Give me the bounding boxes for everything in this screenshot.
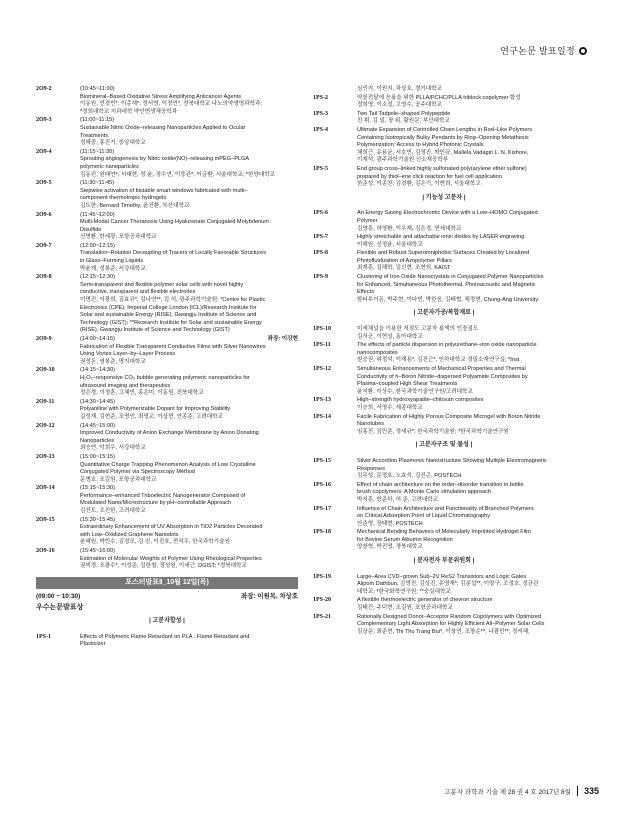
entry-line: 최재훈, 김해학, 김신현, 조현희, KAIST (357, 265, 451, 272)
entry-body (357, 326, 575, 341)
entry-line: for Enhanced, Simultaneous Photothermal, Photoacoustic and Magnetic (357, 281, 536, 288)
entry-line: 약물전달에 응용을 위한 PLLA/PCHC/PLLA triblock copolymer 합성 (357, 94, 521, 101)
entry-line: Stepwise activation of bistable smart windows fabricated with multi– (80, 187, 248, 194)
entry-body (80, 243, 298, 273)
entry-code: 2O9-2 (36, 86, 52, 92)
section-functional-polymers: | 기능성 고분자 | (422, 194, 466, 201)
entry-body (357, 506, 575, 529)
entry-line: for Bovine Serum Albumin Recognition (357, 536, 453, 543)
entry-body (357, 127, 575, 165)
program-entry (36, 485, 298, 515)
entry-line: 함티투이돈, 박주현, 이다빈, 박한음, 김태협, 채정현, Chung-Ang University (357, 296, 539, 303)
program-entry (313, 326, 575, 341)
entry-line: Modulated Nano/Microstructure by pH–controllable Approach (80, 500, 232, 507)
entry-body (357, 574, 575, 597)
entry-line: Complementary Light Absorption for Highly Efficient All–Polymer Solar Cells (357, 621, 545, 628)
entry-body (80, 399, 298, 422)
program-entry (36, 454, 298, 484)
entry-line: (11:45~12:00) (80, 211, 115, 218)
program-entry (313, 506, 575, 529)
entry-code: 1PS-1 (36, 633, 51, 640)
entry-body (357, 414, 575, 437)
entry-time: (14:00~14:15) (80, 336, 115, 342)
page-header (500, 44, 587, 57)
page-footer (444, 786, 599, 796)
entry-line: 진 휘, 김 일, 장 위, 황원문, 부산대학교 (357, 118, 450, 125)
entry-line: Clustering of Iron Oxide Nanocrystals in Conjugated Polymer Nanoparticles (357, 274, 544, 281)
entry-code: 1PS-8 (313, 250, 328, 257)
program-entry (313, 414, 575, 437)
entry-line: Large–Area CVD–grown Sub–2V ReS2 Transistors and Logic Gates (357, 573, 527, 580)
program-entry (313, 597, 575, 612)
entry-line: 정은경, 이정훈, 고혜빈, 홍은미, 이동원, 전북대학교 (80, 390, 204, 397)
entry-line: 김상운, 최준현, Thi Thu Trang Bui*, 이창연, 조창순**, 나광민**, 정지혜, (357, 628, 530, 635)
entry-line: 이명진, 이광희, 김효규*, 김나연**, 김 석, 광주과학기술원; *Centre for Plastic (80, 297, 266, 304)
right-entry-list-c (313, 326, 575, 436)
entry-line: Polymerization: Access to Hybrid Photonic Crystals (357, 142, 484, 149)
entry-code: 1PS-17 (313, 505, 331, 512)
program-entry (313, 366, 575, 396)
entry-code: 2O9-12 (36, 422, 55, 429)
entry-line: Disulfide (80, 226, 102, 233)
entry-line: 이동원, 민경빈*, 이총재*, 정서영, 이정민*, 전북대학교 나노의약생명과학과; (80, 101, 262, 108)
program-entry (36, 517, 298, 547)
entry-line: Influence of Chain Architecture and Functionality of Branched Polymers (357, 505, 534, 512)
entry-line: Using Vortex Layer–by–Layer Process (80, 351, 176, 358)
entry-line: (RISE), Gwangju Institute of Science and Technology (GIST) (80, 327, 230, 334)
entry-line: Flexible and Robust Superomniphobic Surfaces Created by Localized (357, 250, 530, 257)
entry-line: 채희근, 유용균, 서호빈, 김정진, 박민규, Mallela Vadagiri L. N, Kishore, (357, 149, 529, 156)
entry-line: on Critical Adsorption Point of Liquid Chromatography (357, 513, 491, 520)
entry-line: 양찬혁, 박진영, 경북대학교 (357, 544, 423, 551)
entry-body (357, 597, 575, 612)
entry-body (80, 117, 298, 147)
entry-body (80, 86, 298, 116)
entry-line: Sprouting angiogenesis by Nitric oxide(NO)–releasing mPEG–PLGA (80, 156, 250, 163)
entry-line: 윤혜원, 박민수, 김정모, 김 진, 이진호, 전석우, 한국과학기술원 (80, 539, 230, 546)
entry-code: 1PS-4 (313, 126, 328, 133)
circle-bullet-icon (579, 47, 587, 55)
section-structure-properties: | 고분자구조 및 물성 | (415, 442, 473, 449)
poster-session-time: (09:00 ~ 10:30) (36, 592, 81, 600)
entry-code: 2O9-6 (36, 211, 52, 218)
entry-code: 2O9-13 (36, 453, 55, 460)
entry-line: (15:00~15:15) (80, 453, 115, 460)
entry-line: 김동진, 원태연*, 서대현, 정 윤, 정수연, 이중관*, 이금환, 서울대학교; *한양대학교 (80, 171, 276, 178)
entry-line: polymeric nanoparticles (80, 163, 139, 170)
entry-body (357, 210, 575, 233)
entry-body (80, 423, 298, 453)
award-heading: 우수논문발표상 (36, 604, 84, 612)
left-column (36, 86, 298, 650)
entry-line: Translation–Rotation Decoupling of Tracers of Locally Favorable Structures (80, 250, 267, 257)
left-poster-list (36, 634, 298, 649)
entry-line: Nanotubes (357, 421, 385, 428)
section-processing-composites: | 고분자가공/복합재료 | (413, 310, 475, 317)
entry-line: (15:15~15:30) (80, 485, 115, 492)
entry-line: Fabrication of Flexible Transparent Conductive Films with Silver Nanowires (80, 343, 266, 350)
entry-body (80, 485, 298, 515)
program-entry (36, 212, 298, 242)
program-entry (313, 397, 575, 412)
entry-line: Polymer (357, 217, 378, 224)
program-entry (36, 336, 298, 366)
entry-line: Rationally Designed Donor–Acceptor Random Copolymers with Optimized (357, 613, 542, 620)
poster-session-banner: 포스터발표Ⅱ_10월 12일(목) (36, 577, 298, 589)
section-molecular-electronics: | 분자전자 부문위원회 | (413, 558, 475, 565)
entry-code: 1PS-19 (313, 573, 331, 580)
entry-line: (10:45~11:00) (80, 86, 115, 92)
entry-body (357, 111, 575, 126)
program-entry (36, 149, 298, 179)
entry-line: 김성재, 김현준, 조명인, 최영교, 이상현, 안종준, 고려대학교 (80, 413, 223, 420)
entry-body (80, 149, 298, 179)
entry-line: Plasticizer (80, 641, 106, 648)
entry-body (357, 482, 575, 505)
journal-info: 고분자 과학과 기술 제 28 권 4 호 2017년 8월 (444, 788, 571, 796)
entry-line: (11:15~11:30) (80, 148, 115, 155)
entry-line: Treatments (80, 132, 109, 139)
program-entry (313, 458, 575, 481)
entry-body (357, 529, 575, 552)
entry-code: 1PS-7 (313, 234, 328, 241)
program-entry (36, 423, 298, 453)
entry-line: (11:30~11:45) (80, 180, 115, 187)
entry-line: Effect of chain architecture on the order–disorder transition in bottle (357, 481, 524, 488)
entry-body (357, 366, 575, 396)
entry-line: Mechanical Bending Behaviors of Molecularly Imprinted Hydrogel Film (357, 529, 531, 536)
entry-body (357, 397, 575, 412)
program-entry (313, 529, 575, 552)
entry-line: 임홍진, 김민준, 정세규*, 한국과학기술원; *한국과학기술연구원 (357, 428, 509, 435)
left-entry-list (36, 86, 298, 571)
entry-code: 1PS-12 (313, 366, 331, 372)
entry-body (357, 614, 575, 637)
footer-divider (577, 786, 578, 796)
entry-line: 정희영, 이소정, 고영수, 공주대학교 (357, 102, 442, 109)
poster-session-chair: 좌장: 이원목, 차상호 (241, 592, 298, 600)
entry-line: Ultimate Expansion of Controlled Chain Lengths in Rod–Like Polymers (357, 126, 533, 133)
entry-line: 대학교; *한국화학연구원; **숭실대학교 (357, 588, 451, 595)
entry-line: Responses (357, 465, 385, 472)
program-entry (313, 482, 575, 505)
entry-line: 김무성, 문정호, 노효석, 김진곤, POSTECH (357, 473, 462, 480)
entry-line: Effects (357, 289, 374, 296)
continuation-entry (313, 86, 575, 94)
entry-line: Silver Accordion Plasmonic Nanostructure Showing Multiple Electromagnetic (357, 457, 547, 464)
entry-line: Biomineral–Based Oxidative Stress Amplifying Anticancer Agents (80, 93, 242, 100)
entry-line: with Low–Oxidized Graphene Nanodots (80, 531, 179, 538)
entry-body (80, 180, 298, 210)
entry-line: 신명환, 한세광, 포항공과대학교 (80, 234, 157, 241)
program-entry (313, 127, 575, 165)
entry-line: component thermotropic hydrogels (80, 195, 167, 202)
entry-body (80, 517, 298, 547)
entry-line: ultrasound imaging and therapeutics (80, 382, 171, 389)
entry-line: Alipom Dathbun, 김영진, 김성진, 유영재*, 김분섭**, 이창구, 조정호, 성균관 (357, 581, 539, 588)
entry-line: Photofluidization of Azopolymer Pillars (357, 257, 452, 264)
entry-line: 김도한, Bernard Timothy, 윤진환, 부산대학교 (80, 202, 190, 209)
entry-code: 1PS-9 (313, 274, 328, 281)
entry-line: (15:45~16:00) (80, 548, 115, 555)
entry-line: Multi-Modal Cancer Theranosis Using Hyaluronate Conjugated Molybdenum (80, 219, 269, 226)
entry-code: 2O9-11 (36, 398, 55, 405)
entry-line: 이승희, 서영수, 세종대학교 (357, 404, 423, 411)
program-entry (36, 180, 298, 210)
entry-body (80, 367, 298, 397)
entry-code: 2O9-7 (36, 242, 52, 249)
entry-code: 1PS-2 (313, 94, 328, 101)
entry-line: The effects of particle dispersion in polyurethane–iron oxide nanoparticle (357, 342, 537, 349)
entry-code: 1PS-11 (313, 342, 331, 349)
entry-line: 김진도, 조진한, 고려대학교 (80, 508, 146, 515)
right-entry-list-a (313, 95, 575, 189)
entry-line: Sustainable Nitric Oxide–releasing Nanoparticles Applied to Ocular (80, 124, 246, 131)
entry-code: 2O9-14 (36, 485, 55, 492)
entry-line: (15:30~15:45) (80, 516, 115, 523)
entry-code: 2O9-8 (36, 274, 52, 281)
entry-line: H₂O₂–responsive CO₂ bubble generating polymeric nanoparticles for (80, 374, 250, 381)
program-entry (36, 86, 298, 116)
entry-line: 문병호, 조길원, 포항공과대학교 (80, 476, 157, 483)
entry-body (80, 634, 298, 649)
entry-line: 김영훈, 허영환, 이우재, 김은경, 연세대학교 (357, 225, 462, 232)
entry-line: 이해원, 선정윤, 서울대학교 (357, 241, 423, 248)
page-number: 335 (583, 786, 599, 796)
entry-line: 이재석, 광주과학기술원 신소재공학부 (357, 157, 449, 164)
entry-code: 1PS-20 (313, 597, 331, 604)
right-column (313, 86, 575, 637)
entry-code: 1PS-13 (313, 397, 331, 404)
program-entry (36, 634, 298, 649)
entry-body (357, 166, 575, 189)
entry-line: *경희대학교 지과대학 약안면생체공학과 (80, 108, 178, 115)
entry-code: 1PS-21 (313, 613, 331, 620)
entry-line: 최승연, 이희우, 서강대학교 (80, 445, 146, 452)
entry-line: Highly stretchable and attachable ionic diodes by LASER engraving (357, 234, 525, 241)
entry-body (80, 274, 298, 335)
entry-line: Simultaneous Enhancements of Mechanical Properties and Thermal (357, 366, 526, 372)
entry-line: 권정돈, 염봉준, 명지대학교 (80, 358, 146, 365)
right-entry-list-b (313, 210, 575, 304)
entry-line: (11:00~11:15) (80, 117, 115, 124)
entry-code: 1PS-5 (313, 165, 328, 172)
entry-line: 김태건, 주덕현, 조길원, 포항공과대학교 (357, 605, 453, 612)
entry-code: 1PS-3 (313, 110, 328, 117)
entry-body (80, 454, 298, 484)
continuation-line: 심인지, 이원지, 차상호, 경기대학교 (357, 86, 442, 92)
entry-line: 안준영, 장태현, POSTECH (357, 520, 423, 527)
entry-line: Estimation of Molecular Weights of Polymer Using Rheological Properties (80, 555, 262, 562)
program-entry (36, 274, 298, 335)
entry-body (357, 234, 575, 249)
entry-line: Nanoparticles (80, 437, 115, 444)
entry-code: 2O9-16 (36, 548, 55, 555)
entry-code: 1PS-10 (313, 326, 331, 333)
entry-time-with-chair (80, 336, 298, 344)
program-entry (313, 210, 575, 233)
entry-line: Improved Conductivity of Anion Exchange Membrane by Anion Donating (80, 430, 259, 437)
entry-line: (14:45~15:00) (80, 422, 115, 429)
entry-code: 1PS-15 (313, 457, 331, 464)
program-entry (36, 367, 298, 397)
entry-line: (14:15~14:30) (80, 367, 115, 374)
program-entry (313, 166, 575, 189)
program-entry (313, 614, 575, 637)
entry-line: Polyaniline with Polymerizable Dopant for Improving Stability (80, 406, 231, 413)
entry-line: Conjugated Polymer via Spectroscopy Method (80, 469, 196, 476)
program-entry (313, 274, 575, 304)
program-entry (313, 574, 575, 597)
entry-line: 원승권, 위정석, 이재용*, 김진근*, 인하대학교 정밀소재연구실; *Inst (357, 357, 520, 364)
entry-code: 1PS-16 (313, 481, 331, 488)
program-entry (313, 234, 575, 249)
entry-line: in Glass–Forming Liquids (80, 258, 144, 265)
entry-body (80, 548, 298, 571)
entry-line: conductive, transparent and flexible electrodes (80, 289, 196, 296)
entry-line: brush copolymers: A Monte Carlo simulation approach (357, 489, 492, 496)
program-entry (36, 117, 298, 147)
entry-body (357, 274, 575, 304)
entry-body (80, 212, 298, 242)
entry-body (357, 95, 575, 110)
program-entry (313, 250, 575, 273)
entry-body (357, 458, 575, 481)
category-polymer-synthesis: | 고분자합성 | (149, 618, 185, 624)
program-entry (313, 111, 575, 126)
entry-line: Quantitative Charge Trapping Phenomenon Analysis of Low Crystalline (80, 461, 256, 468)
entry-line: Two Tail Tadpole–shaped Polypeptide (357, 110, 451, 117)
entry-code: 1PS-6 (313, 210, 328, 217)
entry-line: End group cross–linked highly sulfonated poly(arylene ether sulfone) (357, 165, 527, 172)
entry-line: Facile Fabrication of Highly Porous Composite Microgel with Boron Nitride (357, 413, 541, 420)
entry-body (357, 250, 575, 273)
program-entry (313, 342, 575, 365)
page-header-title: 연구논문 발표일정 (500, 46, 575, 56)
entry-line: (12:00~12:15) (80, 242, 115, 249)
entry-line: (14:30~14:45) (80, 398, 115, 405)
entry-line: Conductivity of h–Boron Nitride–dispersed Polyamide Composites by (357, 373, 528, 380)
entry-line: 정혜중, 홍진기, 중앙대학교 (80, 140, 146, 147)
entry-code: 2O9-10 (36, 367, 55, 374)
entry-line: Extraordinary Enhancement of UV Absorption in TiO2 Particles Decorated (80, 524, 263, 531)
entry-code: 2O9-15 (36, 516, 55, 523)
entry-code: 2O9-3 (36, 117, 52, 124)
entry-line: High–strength hydroxyapatite–chitosan composites (357, 397, 484, 404)
entry-body (357, 342, 575, 365)
entry-code: 2O9-5 (36, 180, 52, 187)
program-entry (36, 548, 298, 571)
entry-line: Effects of Polymeric Flame Retardant on PLA : Flame Retardant and (80, 633, 250, 640)
program-entry (36, 399, 298, 422)
right-entry-list-d (313, 458, 575, 552)
entry-code: 1PS-18 (313, 529, 331, 536)
poster-session-line (36, 593, 298, 601)
entry-line: Solar and sustainable Energy (RISE), Gwangju Institute of Science and (80, 312, 257, 319)
entry-line: A flexible thermoelectric generator of chevron structure (357, 597, 493, 604)
entry-line: 윤지환, 이상수, 한국과학기술연구원/고려대학교 (357, 388, 473, 395)
entry-line: 박지훈, 방준하, 허 준, 고려대학교 (357, 496, 439, 503)
entry-line: prepared by thiol–ene click reaction for fuel cell application (357, 173, 502, 180)
entry-line: nanocomposites (357, 349, 398, 356)
entry-line: Performance–enhanced Triboelectric Nanogenerator Composed of (80, 492, 246, 499)
entry-line: 박윤재, 성봉준, 서강대학교 (80, 265, 146, 272)
entry-line: 미세채널을 이용한 저점도 고분자 용액의 인장점도 (357, 326, 479, 333)
entry-code: 2O9-4 (36, 148, 52, 155)
entry-line: 김서군, 이현성, 동아대학교 (357, 333, 423, 340)
entry-line: Electronics (CPE), Imperial College London (ICL)/Research Institute for (80, 304, 257, 311)
program-entry (313, 95, 575, 110)
entry-line: 권미경, 조광수*, 이성준, 김한철, 정성원, 이세근, DGIST; *경북대학교 (80, 563, 247, 570)
entry-code: 1PS-14 (313, 413, 331, 420)
session-chair: 좌장: 이강현 (267, 336, 298, 342)
entry-line: Semi-transparent and flexible polymer solar cells with novel highly (80, 281, 244, 288)
entry-line: (12:15~12:30) (80, 274, 115, 281)
entry-body (80, 336, 298, 366)
program-entry (36, 243, 298, 273)
entry-line: Plasma–coupled High Shear Treatments (357, 381, 458, 388)
entry-line: Containing Isotropically Bulky Pendants by Ring–Opening Metathesis (357, 134, 529, 141)
entry-line: An Energy Saving Electrochromic Device with a Low–HOMO Conjugated (357, 210, 538, 217)
entry-line: 한준성, 이종찬, 김정환, 김은기, 이현희, 서울대학교 (357, 181, 481, 188)
right-entry-list-e (313, 574, 575, 637)
entry-line: Technology (GIST); **Research Institute for Solar and sustainable Energy (80, 319, 262, 326)
entry-code: 2O9-9 (36, 336, 52, 342)
